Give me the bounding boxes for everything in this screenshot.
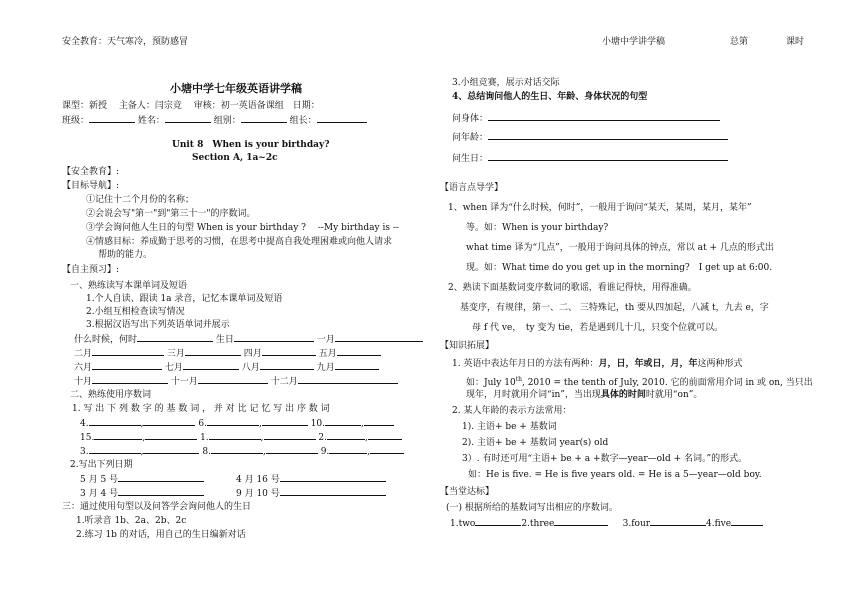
header-safety-text: 安全教育：天气寒冷，预防感冒 (62, 37, 189, 47)
word-label: 四月 (243, 349, 262, 359)
words-row-2 (74, 347, 381, 360)
ext1-superscript: th (515, 376, 522, 383)
ext1-text: , 2010 = the tenth of July, 2010. 它的前面常用介词 in 或 on, 当只出 (521, 378, 813, 388)
lang1-line: 现。如：What time do you get up in the morning? I get up at 6:00. (466, 263, 773, 273)
part3-heading: 三：通过使用句型以及问答学会询问他人的生日 (62, 502, 252, 512)
date-blank[interactable] (118, 473, 204, 482)
date-item-3 (80, 487, 204, 500)
number-label: 2. (318, 433, 328, 443)
language-heading: 【语言点导学】 (440, 183, 504, 193)
ext1-text: 如：July 10 (466, 378, 516, 388)
numbers-row-2: 15. , 1. , 2. , (80, 431, 402, 444)
name-blank[interactable] (165, 114, 211, 123)
part1-item: 2.小组互相检查读写情况 (86, 307, 185, 317)
lang1-line: 等。如：When is your birthday? (466, 223, 609, 233)
ext1-bold: 具体的时间 (600, 390, 646, 400)
part2-q2: 2.写出下列日期 (70, 460, 133, 470)
header-period: 课时 (786, 37, 805, 47)
number-blank[interactable] (211, 445, 263, 454)
word-label: 五月 (318, 349, 337, 359)
group-label: 组别： (213, 116, 241, 126)
safety-heading: 【安全教育】: (62, 167, 120, 177)
goal-item: 帮助的能力。 (98, 250, 153, 260)
date-label: 5 月 5 号 (80, 475, 119, 485)
date-label: 4 月 16 号 (236, 475, 280, 485)
word-blank[interactable] (137, 333, 213, 342)
word-blank[interactable] (92, 361, 162, 370)
word-label: 三月 (166, 349, 185, 359)
document-title: 小塘中学七年级英语讲学稿 (170, 82, 302, 95)
number-blank[interactable] (327, 431, 365, 440)
word-label: 二月 (74, 349, 93, 359)
word-blank[interactable] (335, 361, 379, 370)
word-blank[interactable] (335, 333, 423, 342)
word-label: 七月 (164, 363, 183, 373)
word-label: 十月 (74, 377, 93, 387)
word-label: 十一月 (170, 377, 198, 387)
lang2-line: 母 f 代 ve， ty 变为 tie，若是遇到几十几，只变个位就可以。 (472, 323, 724, 333)
ext2-line: 2). 主语+ be + 基数词 year(s) old (462, 438, 609, 448)
name-label: 姓名： (137, 116, 165, 126)
word-blank[interactable] (260, 361, 314, 370)
ext1-bold: 月，日，年或日，月，年 (598, 359, 698, 369)
part2-q1: 1. 写 出 下 列 数 字 的 基 数 词 ， 并 对 比 记 忆 写 出 序 数 词 (72, 404, 330, 414)
word-label: 八月 (241, 363, 260, 373)
unit-title: Unit 8 When is your birthday? (172, 140, 330, 150)
number-blank[interactable] (207, 417, 259, 426)
ask-body-blank[interactable] (488, 112, 720, 121)
word-label: 一月 (316, 335, 335, 345)
date-item-4 (236, 487, 386, 500)
classwork-label: 4.five (706, 519, 732, 529)
number-blank[interactable] (266, 445, 318, 454)
group-blank[interactable] (241, 114, 287, 123)
date-item-2 (236, 473, 386, 486)
preview-heading: 【自主预习】: (62, 265, 120, 275)
word-label: 什么时候，何时 (74, 335, 138, 345)
word-blank[interactable] (185, 347, 241, 356)
ext1-text: 现年，月时就用介词“in”，当出现 (466, 390, 601, 400)
ext2-line: 2. 某人年龄的表示方法常用： (452, 406, 572, 416)
words-row-1 (74, 333, 423, 346)
class-label: 班级： (62, 116, 90, 126)
right-item-3: 3.小组竞赛，展示对话交际 (452, 78, 560, 88)
words-row-3 (74, 361, 379, 374)
part2-heading: 二、熟练使用序数词 (70, 390, 152, 400)
ext1-line (466, 374, 813, 389)
ask-age-row (452, 131, 728, 144)
part1-item: 1.个人自读、跟读 1a 录音，记忆本课单词及短语 (86, 294, 283, 304)
number-label: 9. (320, 447, 330, 457)
number-label: 15. (80, 433, 95, 443)
ext1-text: 时就用“on”。 (645, 390, 703, 400)
number-blank[interactable] (368, 431, 402, 440)
lang1-line: 1、when 译为“什么时候，何时”，一般用于询问“某天，某周，某月，某年” (448, 203, 752, 213)
classwork-blank[interactable] (475, 517, 521, 526)
numbers-row-1: 4. , 6. , 10. , (80, 417, 394, 430)
number-label: 1. (200, 433, 209, 443)
word-label: 九月 (316, 363, 335, 373)
part3-item: 2.练习 1b 的对话，用自己的生日编新对话 (76, 530, 246, 540)
ask-birthday-blank[interactable] (488, 152, 728, 161)
word-label: 生日 (215, 335, 234, 345)
number-blank[interactable] (262, 417, 308, 426)
ask-age-blank[interactable] (488, 131, 728, 140)
number-label: 8. (202, 447, 211, 457)
header-school-name: 小塘中学讲学稿 (602, 37, 666, 47)
goals-heading: 【目标导航】: (62, 181, 120, 191)
words-row-4 (74, 375, 398, 388)
number-blank[interactable] (143, 445, 199, 454)
date-blank[interactable] (280, 473, 386, 482)
word-blank[interactable] (92, 375, 168, 384)
class-blank[interactable] (89, 114, 135, 123)
classwork-label: 1.two (450, 519, 476, 529)
number-blank[interactable] (94, 431, 142, 440)
ext2-line: 3）. 有时还可用“主语+ be + a +数字—year—old + 名词。”的形式。 (462, 454, 748, 464)
ext2-line: 如：He is five. = He is five years old. = He is a 5—year—old boy. (468, 470, 762, 480)
classwork-q1: (一) 根据所给的基数词写出相应的序数词。 (446, 503, 618, 513)
part1-heading: 一、熟练读写本课单词及短语 (70, 281, 188, 291)
ext1-text: 1. 英语中表达年月日的方法有两种： (452, 359, 599, 369)
ext1-line (452, 358, 742, 370)
ext1-line (466, 389, 702, 401)
goal-item: ②会说会写"第一"到"第三十一"的序数词。 (86, 209, 256, 219)
date-blank[interactable] (118, 487, 204, 496)
goal-item: ④情感目标：养成勤于思考的习惯，在思考中提高自我处理困难或向他人请求 (86, 237, 393, 247)
word-blank[interactable] (92, 347, 164, 356)
ask-birthday-label: 问生日： (452, 154, 489, 164)
number-label: 3. (80, 447, 89, 457)
word-blank[interactable] (198, 375, 268, 384)
extension-heading: 【知识拓展】 (440, 341, 495, 351)
lang1-line: what time 译为“几点”，一般用于询问具体的钟点，常以 at + 几点的形式出 (466, 243, 774, 253)
lang2-line: 基变序，有规律，第一、二、 三特殊记，th 要从四加起，八减 t，九去 e，字 (460, 303, 769, 313)
number-label: 10. (310, 419, 326, 429)
number-label: 6. (198, 419, 207, 429)
number-blank[interactable] (89, 445, 141, 454)
number-blank[interactable] (364, 417, 394, 426)
date-label: 3 月 4 号 (80, 489, 119, 499)
word-blank[interactable] (234, 333, 314, 342)
classwork-blank[interactable] (731, 517, 763, 526)
classwork-heading: 【当堂达标】 (440, 487, 495, 497)
ask-body-row (452, 112, 720, 125)
number-blank[interactable] (325, 417, 361, 426)
meta-line-1: 课型：新授 主备人：闫宗竞 审核：初一英语备课组 日期： (62, 101, 320, 111)
meta-line-2 (62, 114, 367, 127)
number-blank[interactable] (209, 431, 261, 440)
classwork-blank[interactable] (554, 517, 608, 526)
date-blank[interactable] (280, 487, 386, 496)
header-total: 总第 (730, 37, 749, 47)
goal-item: ③学会询问他人生日的句型 When is your birthday ? --My birthday is -- (86, 223, 399, 233)
word-blank[interactable] (298, 375, 398, 384)
classwork-label: 2.three (521, 519, 555, 529)
number-blank[interactable] (329, 445, 367, 454)
date-item-1 (80, 473, 204, 486)
leader-blank[interactable] (317, 114, 367, 123)
word-blank[interactable] (262, 347, 316, 356)
right-item-4: 4、总结询问他人的生日、年龄、身体状况的句型 (452, 92, 648, 102)
number-blank[interactable] (370, 445, 404, 454)
ask-body-label: 问身体： (452, 114, 489, 124)
part3-item: 1.听录音 1b、2a、2b、2c (76, 516, 187, 526)
ext2-line: 1). 主语+ be + 基数词 (462, 422, 557, 432)
classwork-items (450, 517, 763, 530)
classwork-blank[interactable] (650, 517, 706, 526)
number-blank[interactable] (145, 431, 197, 440)
date-label: 9 月 10 号 (236, 489, 280, 499)
numbers-row-3: 3. , 8. , 9. , (80, 445, 404, 458)
part1-item: 3.根据汉语写出下列英语单词并展示 (86, 320, 230, 330)
section-title: Section A, 1a~2c (192, 153, 278, 163)
word-blank[interactable] (183, 361, 239, 370)
ask-age-label: 问年龄： (452, 133, 489, 143)
ask-birthday-row (452, 152, 728, 165)
number-blank[interactable] (143, 417, 195, 426)
ext1-text: 这两种形式 (697, 359, 743, 369)
classwork-label: 3.four (622, 519, 651, 529)
leader-label: 组长： (289, 116, 317, 126)
lang2-line: 2、熟读下面基数词变序数词的歌谣，看谁记得快，用得准确。 (448, 283, 697, 293)
word-blank[interactable] (337, 347, 381, 356)
number-blank[interactable] (264, 431, 316, 440)
word-label: 十二月 (270, 377, 298, 387)
number-blank[interactable] (89, 417, 141, 426)
number-label: 4. (80, 419, 89, 429)
word-label: 六月 (74, 363, 93, 373)
goal-item: ①记住十二个月份的名称； (86, 195, 195, 205)
